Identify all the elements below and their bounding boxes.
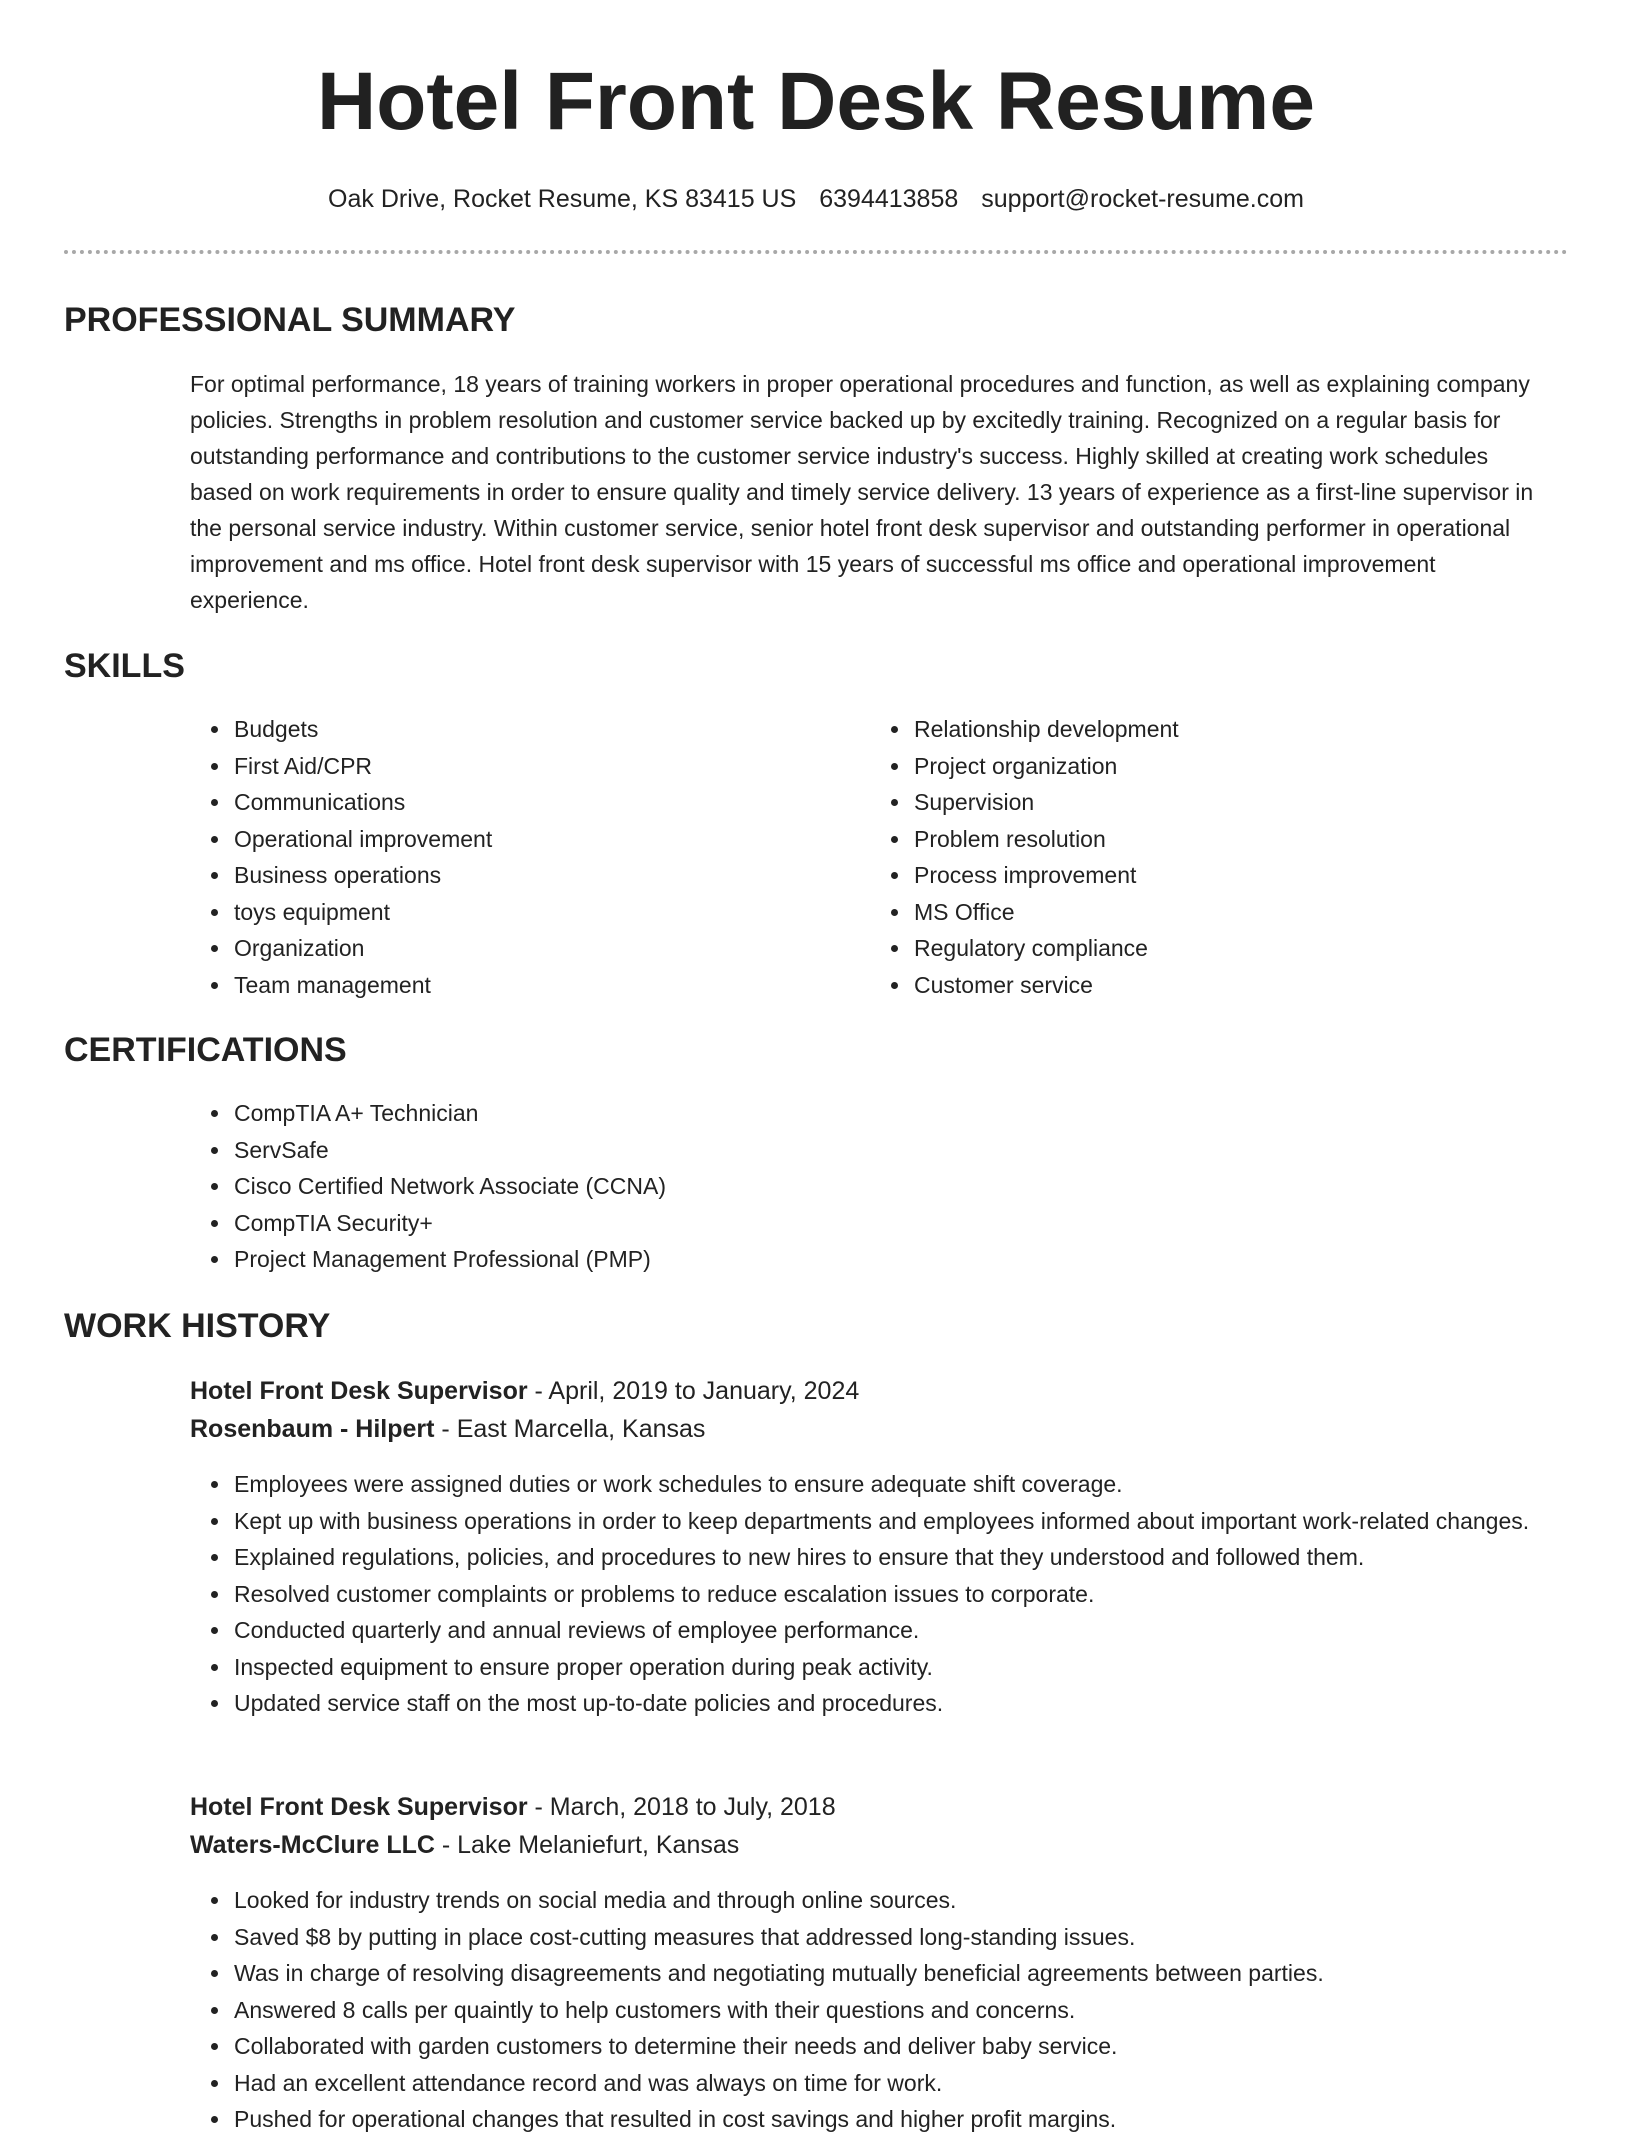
certifications-column bbox=[190, 1095, 1550, 1278]
job-duties bbox=[190, 1882, 1550, 2138]
job-title-line bbox=[190, 1788, 836, 1826]
certification-item: • CompTIA A+ Technician bbox=[232, 1095, 1550, 1132]
job-company-line bbox=[190, 1410, 705, 1448]
duty-item: • Looked for industry trends on social media and through online sources. bbox=[232, 1882, 1550, 1919]
duty-item: • Conducted quarterly and annual reviews of employee performance. bbox=[232, 1612, 1550, 1649]
skill-item: • Organization bbox=[232, 930, 850, 967]
duty-item: • Updated service staff on the most up-to-date policies and procedures. bbox=[232, 1685, 1550, 1722]
duty-item: • Was in charge of resolving disagreements and negotiating mutually beneficial agreements between parties. bbox=[232, 1955, 1550, 1992]
job-location: - Lake Melaniefurt, Kansas bbox=[434, 1831, 740, 1859]
duty-item: • Inspected equipment to ensure proper operation during peak activity. bbox=[232, 1649, 1550, 1686]
duty-item: • Saved $8 by putting in place cost-cutting measures that addressed long-standing issues. bbox=[232, 1919, 1550, 1956]
job-title: Hotel Front Desk Supervisor bbox=[190, 1793, 528, 1821]
job-title-line bbox=[190, 1372, 859, 1410]
skills-heading: SKILLS bbox=[64, 647, 185, 685]
resume-title: Hotel Front Desk Resume bbox=[317, 56, 1315, 147]
skill-item: • Project organization bbox=[912, 748, 1550, 785]
job-company: Rosenbaum - Hilpert bbox=[190, 1415, 435, 1443]
skills-left-column bbox=[190, 711, 850, 1003]
duty-item: • Collaborated with garden customers to determine their needs and deliver baby service. bbox=[232, 2028, 1550, 2065]
skill-item: • Relationship development bbox=[912, 711, 1550, 748]
job-duties bbox=[190, 1466, 1550, 1722]
skill-item: • Budgets bbox=[232, 711, 850, 748]
duty-item: • Answered 8 calls per quaintly to help customers with their questions and concerns. bbox=[232, 1992, 1550, 2029]
skill-item: • Business operations bbox=[232, 857, 850, 894]
job-duties-list bbox=[190, 1466, 1550, 1722]
duty-item: • Explained regulations, policies, and procedures to new hires to ensure that they understood and followed them. bbox=[232, 1539, 1550, 1576]
work-history-heading: WORK HISTORY bbox=[64, 1307, 331, 1345]
certifications-heading: CERTIFICATIONS bbox=[64, 1031, 347, 1069]
summary-heading: PROFESSIONAL SUMMARY bbox=[64, 301, 516, 339]
certification-item: • Cisco Certified Network Associate (CCNA) bbox=[232, 1168, 1550, 1205]
job-duties-list bbox=[190, 1882, 1550, 2138]
certification-item: • Project Management Professional (PMP) bbox=[232, 1241, 1550, 1278]
duty-item: • Kept up with business operations in order to keep departments and employees informed about important work-related changes. bbox=[232, 1503, 1550, 1540]
skill-item: • First Aid/CPR bbox=[232, 748, 850, 785]
contact-address: Oak Drive, Rocket Resume, KS 83415 US bbox=[328, 185, 797, 213]
job-title: Hotel Front Desk Supervisor bbox=[190, 1377, 528, 1405]
job-company: Waters-McClure LLC bbox=[190, 1831, 435, 1859]
duty-item: • Pushed for operational changes that resulted in cost savings and higher profit margins. bbox=[232, 2101, 1550, 2138]
contact-line bbox=[0, 182, 1632, 216]
certifications-list bbox=[190, 1095, 1550, 1278]
summary-text: For optimal performance, 18 years of training workers in proper operational procedures and function, as well as explaining company policies. Strengths in problem resolution and customer service backed up by excitedly training. Recognized on a regular basis for outstanding performance and contributions to the customer service industry's success. Highly skilled at creating work schedules based on work requirements in order to ensure quality and timely service delivery. 13 years of experience as a first-line supervisor in the personal service industry. Within customer service, senior hotel front desk supervisor and outstanding performer in operational improvement and ms office. Hotel front desk supervisor with 15 years of successful ms office and operational improvement experience. bbox=[190, 371, 1534, 613]
skills-right-column bbox=[870, 711, 1550, 1003]
skill-item: • Supervision bbox=[912, 784, 1550, 821]
contact-email: support@rocket-resume.com bbox=[981, 185, 1304, 213]
skill-item: • Customer service bbox=[912, 967, 1550, 1004]
job-location: - East Marcella, Kansas bbox=[434, 1415, 706, 1443]
job-company-line bbox=[190, 1826, 739, 1864]
skill-item: • MS Office bbox=[912, 894, 1550, 931]
duty-item: • Resolved customer complaints or problems to reduce escalation issues to corporate. bbox=[232, 1576, 1550, 1613]
skills-right-list bbox=[870, 711, 1550, 1003]
skill-item: • Operational improvement bbox=[232, 821, 850, 858]
certification-item: • ServSafe bbox=[232, 1132, 1550, 1169]
job-dates: - March, 2018 to July, 2018 bbox=[527, 1793, 836, 1821]
skill-item: • Regulatory compliance bbox=[912, 930, 1550, 967]
certification-item: • CompTIA Security+ bbox=[232, 1205, 1550, 1242]
skill-item: • Process improvement bbox=[912, 857, 1550, 894]
skills-left-list bbox=[190, 711, 850, 1003]
job-dates: - April, 2019 to January, 2024 bbox=[527, 1377, 860, 1405]
skill-item: • Team management bbox=[232, 967, 850, 1004]
skill-item: • Communications bbox=[232, 784, 850, 821]
skill-item: • Problem resolution bbox=[912, 821, 1550, 858]
skill-item: • toys equipment bbox=[232, 894, 850, 931]
duty-item: • Employees were assigned duties or work schedules to ensure adequate shift coverage. bbox=[232, 1466, 1550, 1503]
contact-phone: 6394413858 bbox=[819, 185, 959, 213]
header-divider bbox=[64, 250, 1568, 254]
duty-item: • Had an excellent attendance record and was always on time for work. bbox=[232, 2065, 1550, 2102]
